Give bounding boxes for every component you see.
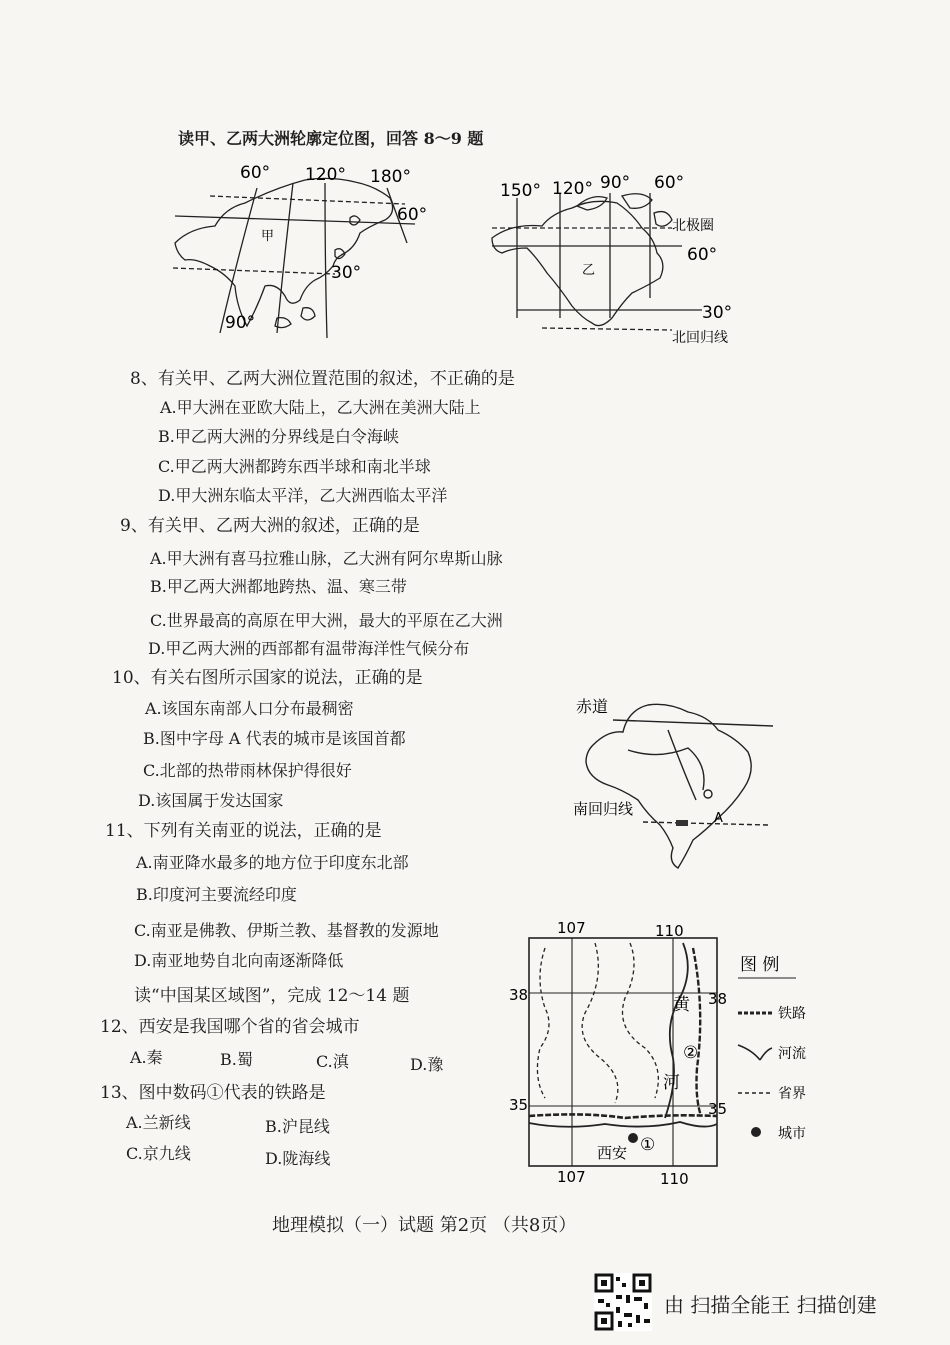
china-lon-110-top: 110	[655, 922, 684, 940]
q9-option-b: B.甲乙两大洲都地跨热、温、寒三带	[150, 577, 407, 596]
asia-outline-map	[165, 158, 445, 358]
brazil-equator-label: 赤道	[576, 697, 609, 716]
q10-option-c: C.北部的热带雨林保护得很好	[143, 761, 352, 780]
q12-stem: 12、西安是我国哪个省的省会城市	[100, 1017, 360, 1037]
q9-option-a: A.甲大洲有喜马拉雅山脉，乙大洲有阿尔卑斯山脉	[150, 549, 503, 568]
asia-lat-60: 60°	[397, 205, 428, 225]
china-lon-110-bottom: 110	[660, 1170, 689, 1188]
china-city-xian: 西安	[597, 1144, 628, 1162]
q12-option-c: C.滇	[316, 1052, 349, 1071]
north-america-outline-map	[482, 168, 752, 350]
china-rail-mark-1: ①	[640, 1135, 656, 1155]
legend-title: 图 例	[740, 955, 780, 975]
legend-river: 河流	[778, 1046, 806, 1062]
na-lon-150: 150°	[500, 181, 541, 201]
q11-option-a: A.南亚降水最多的地方位于印度东北部	[136, 853, 409, 872]
q11-stem: 11、下列有关南亚的说法，正确的是	[105, 821, 382, 841]
brazil-tropic-label: 南回归线	[573, 800, 634, 818]
na-lon-90: 90°	[600, 173, 631, 193]
asia-lat-30: 30°	[331, 263, 362, 283]
q8-option-b: B.甲乙两大洲的分界线是白令海峡	[158, 427, 399, 446]
asia-name: 甲	[261, 229, 275, 244]
brazil-outline-map	[568, 690, 778, 880]
asia-lon-120: 120°	[305, 165, 346, 185]
intro-12-14: 读“中国某区域图”，完成 12～14 题	[134, 986, 410, 1006]
china-lat-35-right: 35	[708, 1100, 728, 1118]
china-lon-107-bottom: 107	[557, 1168, 586, 1186]
q8-stem: 8、有关甲、乙两大洲位置范围的叙述，不正确的是	[130, 369, 515, 389]
china-rail-mark-2: ②	[683, 1043, 699, 1063]
intro-8-9: 读甲、乙两大洲轮廓定位图，回答 8～9 题	[178, 129, 484, 148]
q11-option-c: C.南亚是佛教、伊斯兰教、基督教的发源地	[134, 921, 439, 940]
china-lat-38-left: 38	[509, 986, 529, 1004]
legend	[732, 950, 822, 1150]
q10-option-a: A.该国东南部人口分布最稠密	[145, 699, 354, 718]
q8-option-d: D.甲大洲东临太平洋，乙大洲西临太平洋	[158, 486, 448, 505]
china-lat-38-right: 38	[708, 990, 728, 1008]
legend-railway: 铁路	[778, 1006, 806, 1022]
q13-option-c: C.京九线	[126, 1144, 191, 1163]
na-tropic-cancer: 北回归线	[672, 330, 728, 346]
q9-option-c: C.世界最高的高原在甲大洲，最大的平原在乙大洲	[150, 611, 503, 630]
q13-option-a: A.兰新线	[126, 1113, 191, 1132]
q8-option-c: C.甲乙两大洲都跨东西半球和南北半球	[158, 457, 431, 476]
asia-lon-180: 180°	[370, 167, 411, 187]
brazil-city-a: A	[714, 811, 723, 826]
china-lat-35-left: 35	[509, 1096, 529, 1114]
q11-option-b: B.印度河主要流经印度	[136, 885, 297, 904]
na-name: 乙	[582, 263, 596, 278]
na-lat-60: 60°	[687, 245, 718, 265]
na-arctic-circle: 北极圈	[672, 218, 714, 234]
page-footer: 地理模拟（一）试题 第2页 （共8页）	[272, 1215, 577, 1236]
q10-option-d: D.该国属于发达国家	[138, 791, 284, 810]
asia-lon-90: 90°	[225, 313, 256, 333]
q13-stem: 13、图中数码①代表的铁路是	[100, 1083, 326, 1103]
china-region-map	[505, 918, 730, 1188]
na-lon-60: 60°	[654, 173, 685, 193]
q13-option-b: B.沪昆线	[265, 1117, 330, 1136]
q10-stem: 10、有关右图所示国家的说法，正确的是	[112, 668, 423, 688]
q11-option-d: D.南亚地势自北向南逐渐降低	[134, 951, 344, 970]
china-lon-107-top: 107	[557, 919, 586, 937]
china-river-label-huang: 黄	[673, 995, 690, 1015]
legend-city: 城市	[778, 1126, 806, 1142]
q10-option-b: B.图中字母 A 代表的城市是该国首都	[143, 729, 406, 748]
q13-option-d: D.陇海线	[265, 1149, 331, 1168]
q12-option-d: D.豫	[410, 1055, 444, 1074]
qr-code-icon	[594, 1273, 652, 1331]
q9-stem: 9、有关甲、乙两大洲的叙述，正确的是	[120, 516, 420, 536]
q12-option-a: A.秦	[130, 1048, 163, 1067]
q9-option-d: D.甲乙两大洲的西部都有温带海洋性气候分布	[148, 639, 470, 658]
scanner-watermark	[594, 1273, 934, 1335]
q12-option-b: B.蜀	[220, 1050, 253, 1069]
q8-option-a: A.甲大洲在亚欧大陆上，乙大洲在美洲大陆上	[160, 398, 481, 417]
asia-lon-60: 60°	[240, 163, 271, 183]
china-river-label-he: 河	[663, 1073, 680, 1093]
na-lon-120: 120°	[552, 179, 593, 199]
scanner-watermark-text: 由 扫描全能王 扫描创建	[664, 1293, 877, 1317]
legend-province-border: 省界	[778, 1086, 806, 1102]
na-lat-30: 30°	[702, 303, 733, 323]
